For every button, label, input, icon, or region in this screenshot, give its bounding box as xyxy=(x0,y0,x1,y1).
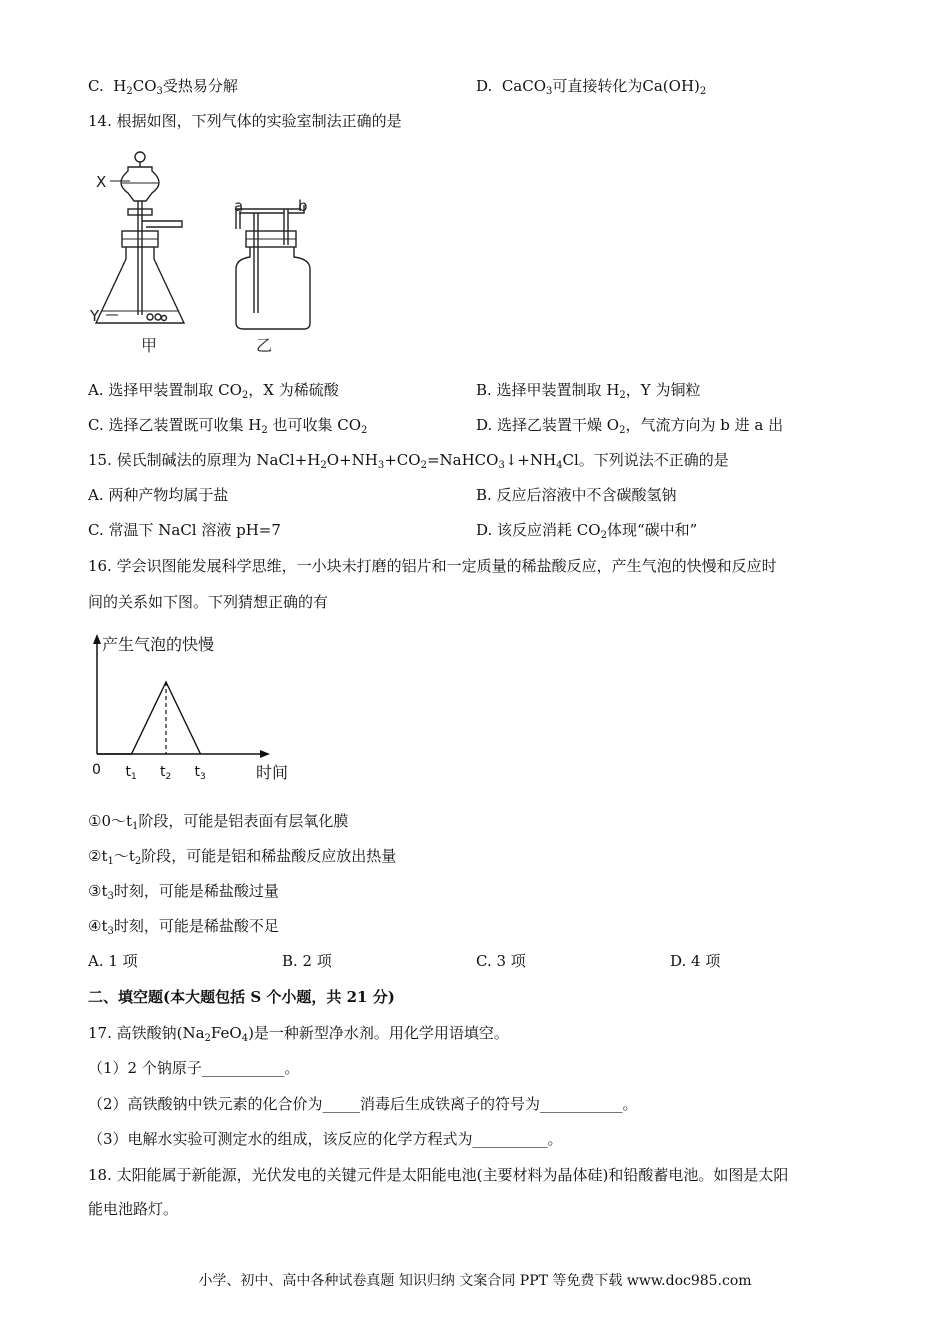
y-axis-label: 产生气泡的快慢 xyxy=(102,635,215,654)
label-b: b xyxy=(298,197,308,215)
q16-stem-line2: 间的关系如下图。下列猜想正确的有 xyxy=(88,593,329,611)
x-tick-t3: $t_3$ xyxy=(194,764,206,782)
x-axis-arrow xyxy=(260,750,270,758)
caption-yi: 乙 xyxy=(256,336,273,355)
q16-rate-time-chart xyxy=(88,628,308,788)
label-y: Y xyxy=(90,307,100,325)
q16-option-b: B. 2 项 xyxy=(282,952,332,970)
q16-option-d: D. 4 项 xyxy=(670,952,721,970)
x-tick-t1: $t_1$ xyxy=(125,764,137,782)
q16-statement-3: $③t_3$时刻，可能是稀盐酸过量 xyxy=(88,882,279,902)
q16-option-c: C. 3 项 xyxy=(476,952,526,970)
caption-jia: 甲 xyxy=(141,336,158,355)
q14-option-c: C. 选择乙装置既可收集 $H_2$ 也可收集 $CO_2$ xyxy=(88,416,368,436)
x-tick-t2: $t_2$ xyxy=(160,764,172,782)
q16-statement-1: $①0\sim t_1$阶段，可能是铝表面有层氧化膜 xyxy=(88,812,349,832)
q14-option-d: D. 选择乙装置干燥 $O_2$，气流方向为 b 进 a 出 xyxy=(476,416,784,436)
q15-option-c: C. 常温下 NaCl 溶液 pH=7 xyxy=(88,521,281,539)
q17-stem: 17. 高铁酸钠$(Na_2FeO_4)$是一种新型净水剂。用化学用语填空。 xyxy=(88,1024,509,1044)
series-line xyxy=(97,682,201,754)
q17-part-2: （2）高铁酸钠中铁元素的化合价为_____消毒后生成铁离子的符号为___________。 xyxy=(88,1095,638,1113)
q14-apparatus-figure xyxy=(88,145,328,360)
apparatus-yi xyxy=(236,205,310,329)
q16-option-a: A. 1 项 xyxy=(88,952,138,970)
q16-stem-line1: 16. 学会识图能发展科学思维，一小块未打磨的铝片和一定质量的稀盐酸反应，产生气泡的快慢和反应时 xyxy=(88,557,777,575)
q13-option-d: D. CaCO$_3$可直接转化为$Ca(OH)_2$ xyxy=(476,77,707,97)
page-footer: 小学、初中、高中各种试卷真题 知识归纳 文案合同 PPT 等免费下载 www.doc985.com xyxy=(198,1273,752,1289)
q16-statement-4: $④t_3$时刻，可能是稀盐酸不足 xyxy=(88,917,279,937)
label-x: X xyxy=(96,173,107,191)
q16-statement-2: $②t_1\sim t_2$阶段，可能是铝和稀盐酸反应放出热量 xyxy=(88,847,397,867)
y-axis-arrow xyxy=(93,634,101,644)
q14-option-b: B. 选择甲装置制取 $H_2$，Y 为铜粒 xyxy=(476,381,701,401)
q17-part-1: （1）2 个钠原子___________。 xyxy=(88,1059,300,1077)
q15-option-a: A. 两种产物均属于盐 xyxy=(88,486,229,504)
q14-option-a: A. 选择甲装置制取 $CO_2$，X 为稀硫酸 xyxy=(88,381,339,401)
apparatus-jia xyxy=(96,152,184,323)
section-2-title: 二、填空题(本大题包括 S 个小题，共 21 分) xyxy=(88,988,395,1006)
q18-stem-line1: 18. 太阳能属于新能源，光伏发电的关键元件是太阳能电池(主要材料为晶体硅)和铅酸蓄电池。如图是太阳 xyxy=(88,1166,789,1184)
q18-stem-line2: 能电池路灯。 xyxy=(88,1200,179,1218)
q13-option-c: C. $H_2CO_3$受热易分解 xyxy=(88,77,238,97)
q15-stem: 15. 侯氏制碱法的原理为 $NaCl+H_2O+NH_3+CO_2=NaHCO_3↓+NH_4Cl$。下列说法不正确的是 xyxy=(88,451,729,471)
label-a: a xyxy=(234,197,244,215)
q15-option-b: B. 反应后溶液中不含碳酸氢钠 xyxy=(476,486,677,504)
q17-part-3: （3）电解水实验可测定水的组成，该反应的化学方程式为__________。 xyxy=(88,1130,563,1148)
q14-stem: 14. 根据如图，下列气体的实验室制法正确的是 xyxy=(88,112,402,130)
origin-label: 0 xyxy=(92,762,101,778)
q15-option-d: D. 该反应消耗 $CO_2$体现“碳中和” xyxy=(476,521,698,541)
x-axis-label: 时间 xyxy=(256,763,289,782)
